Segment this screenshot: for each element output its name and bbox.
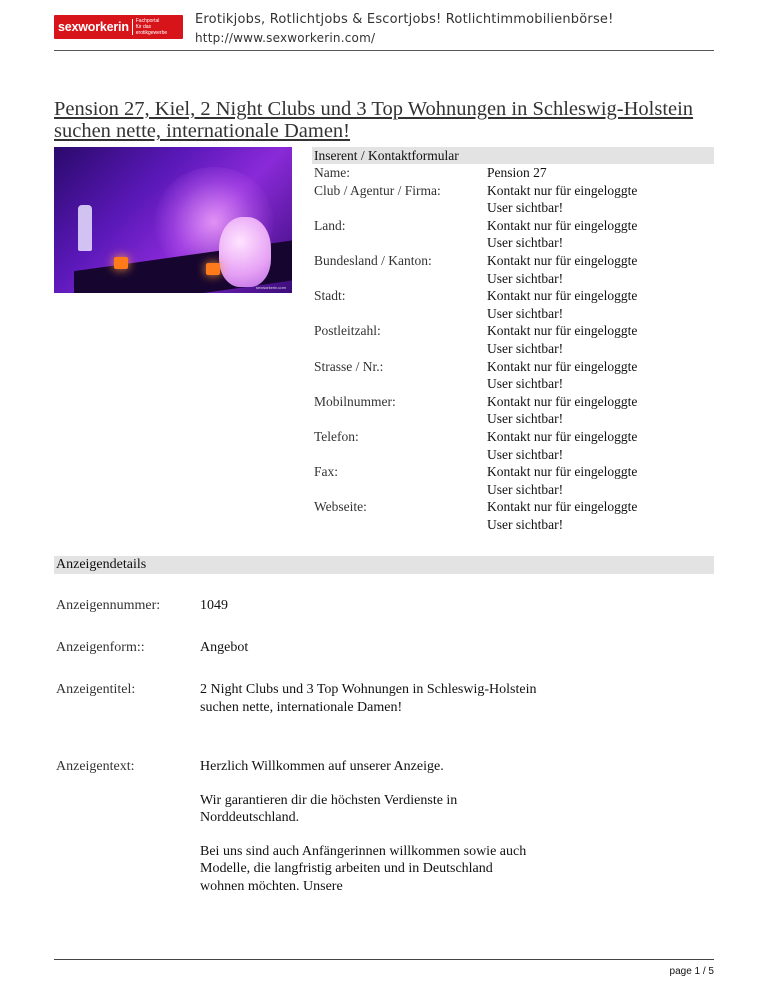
contact-label: Club / Agentur / Firma: bbox=[314, 182, 441, 198]
detail-text-paragraph: Wir garantieren dir die höchsten Verdienste in Norddeutschland. bbox=[200, 792, 458, 825]
contact-label: Fax: bbox=[314, 464, 339, 480]
contact-row-street bbox=[312, 358, 714, 393]
contact-label: Bundesland / Kanton: bbox=[314, 252, 432, 268]
photo-candle bbox=[114, 257, 128, 269]
contact-row-phone bbox=[312, 428, 714, 463]
site-url-link[interactable]: http://www.sexworkerin.com/ bbox=[195, 31, 376, 45]
site-logo[interactable] bbox=[54, 15, 183, 39]
contact-row-name bbox=[312, 164, 714, 182]
contact-row-website bbox=[312, 498, 714, 533]
page-number: page 1 / 5 bbox=[669, 966, 714, 977]
contact-label: Stadt: bbox=[314, 288, 346, 304]
contact-value: Kontakt nur für eingeloggte User sichtbar! bbox=[487, 393, 638, 427]
contact-table bbox=[312, 147, 714, 533]
logo-divider bbox=[132, 19, 133, 35]
detail-label: Anzeigentitel: bbox=[56, 682, 136, 697]
contact-table-header: Inserent / Kontaktformular bbox=[312, 147, 714, 164]
detail-text-paragraph: Bei uns sind auch Anfängerinnen willkommen sowie auch Modelle, die langfristig arbeiten und in Deutschland wohnen möchten. Unsere bbox=[200, 843, 527, 894]
contact-value: Kontakt nur für eingeloggte User sichtbar! bbox=[487, 323, 638, 356]
contact-value: Kontakt nur für eingeloggte User sichtbar! bbox=[487, 252, 638, 286]
contact-label: Name: bbox=[314, 165, 350, 180]
contact-value: Kontakt nur für eingeloggte User sichtbar! bbox=[487, 428, 638, 462]
detail-value: 2 Night Clubs und 3 Top Wohnungen in Schleswig-Holstein suchen nette, internationale Damen! bbox=[200, 682, 537, 715]
ad-photo[interactable] bbox=[54, 147, 292, 293]
logo-tagline bbox=[136, 18, 183, 36]
footer-divider bbox=[54, 959, 714, 960]
contact-row-zip bbox=[312, 322, 714, 357]
contact-label: Postleitzahl: bbox=[314, 323, 381, 339]
contact-row-mobile bbox=[312, 393, 714, 428]
photo-flower-vase bbox=[219, 217, 271, 287]
details-section-header: Anzeigendetails bbox=[54, 556, 714, 574]
ad-title-link[interactable]: Pension 27, Kiel, 2 Night Clubs und 3 Top Wohnungen in Schleswig-Holstein suchen nette, internationale Damen! bbox=[54, 98, 694, 142]
contact-value: Kontakt nur für eingeloggte User sichtbar! bbox=[487, 464, 638, 497]
detail-text-paragraph: Herzlich Willkommen auf unserer Anzeige. bbox=[200, 759, 444, 774]
contact-row-company bbox=[312, 182, 714, 217]
contact-row-state bbox=[312, 252, 714, 287]
logo-tagline-line1: Fachportal bbox=[135, 18, 160, 24]
logo-tagline-line2: für das erotikgewerbe bbox=[135, 24, 168, 36]
contact-label: Mobilnummer: bbox=[314, 393, 396, 409]
site-title: Erotikjobs, Rotlichtjobs & Escortjobs! Rotlichtimmobilienbörse! bbox=[195, 12, 614, 27]
contact-value: Kontakt nur für eingeloggte User sichtbar! bbox=[487, 182, 638, 216]
contact-row-fax bbox=[312, 463, 714, 498]
header-divider bbox=[54, 50, 714, 51]
detail-label: Anzeigennummer: bbox=[56, 598, 161, 613]
contact-label: Telefon: bbox=[314, 428, 359, 444]
contact-value: Pension 27 bbox=[487, 165, 547, 180]
contact-value: Kontakt nur für eingeloggte User sichtbar! bbox=[487, 288, 638, 321]
contact-label: Webseite: bbox=[314, 499, 367, 515]
contact-value: Kontakt nur für eingeloggte User sichtbar! bbox=[487, 499, 638, 532]
contact-value: Kontakt nur für eingeloggte User sichtbar! bbox=[487, 217, 638, 251]
detail-label: Anzeigenform:: bbox=[56, 640, 145, 655]
detail-label: Anzeigentext: bbox=[56, 759, 135, 774]
detail-value: 1049 bbox=[200, 598, 228, 613]
contact-row-city bbox=[312, 287, 714, 322]
detail-text-body bbox=[200, 758, 540, 911]
contact-row-country bbox=[312, 217, 714, 252]
photo-bottle bbox=[78, 205, 92, 251]
logo-wordmark: sexworkerin bbox=[58, 20, 129, 34]
photo-watermark: sexworkerin.com bbox=[255, 285, 286, 290]
contact-label: Land: bbox=[314, 217, 346, 233]
contact-value: Kontakt nur für eingeloggte User sichtbar! bbox=[487, 358, 638, 392]
photo-candle bbox=[206, 263, 220, 275]
detail-value: Angebot bbox=[200, 640, 249, 655]
contact-label: Strasse / Nr.: bbox=[314, 358, 384, 374]
